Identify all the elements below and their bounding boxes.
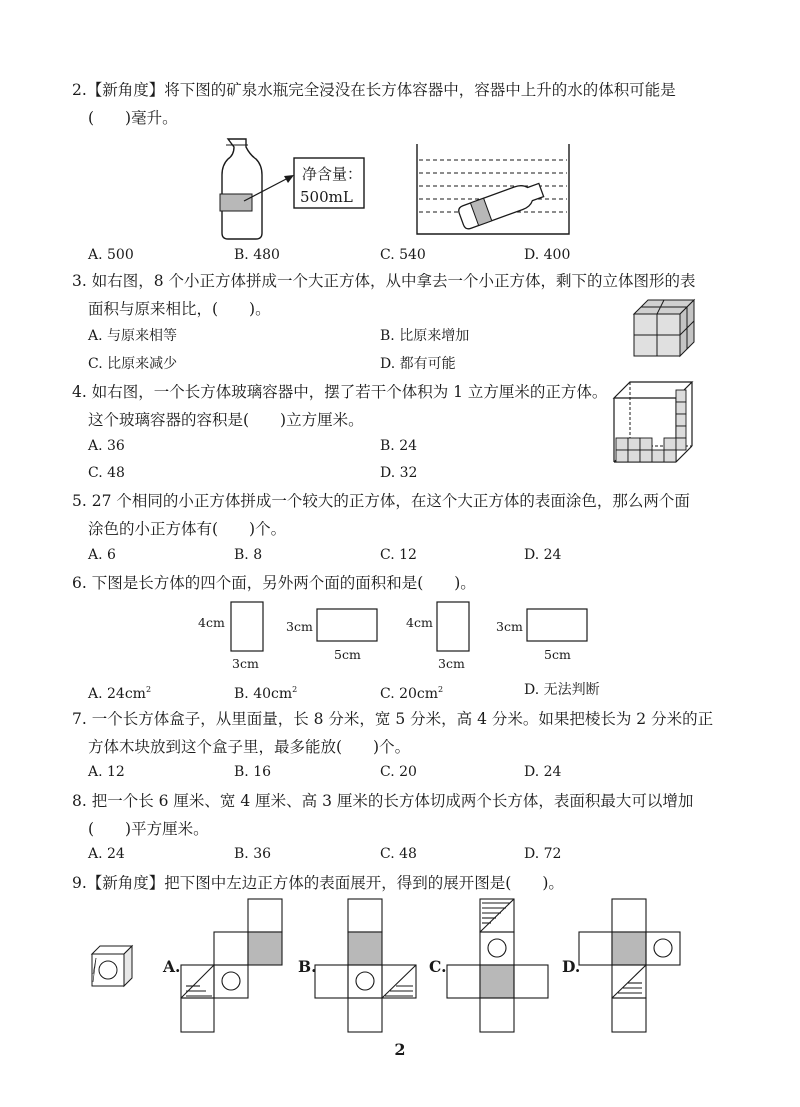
q3-text-line1: 3. 如右图，8 个小正方体拼成一个大正方体，从中拿去一个小正方体，剩下的立体图形的表 bbox=[72, 272, 696, 290]
q5-option-b[interactable]: B. 8 bbox=[234, 547, 263, 563]
q6-option-c[interactable]: C. $20cm^2$ bbox=[380, 685, 444, 702]
q9-text-line1: 9.【新角度】把下图中左边正方体的表面展开，得到的展开图是( )。 bbox=[72, 874, 564, 892]
q6-option-a[interactable]: A. $24cm^2$ bbox=[88, 685, 152, 702]
q4-option-d[interactable]: D. 32 bbox=[380, 465, 418, 481]
q4-option-a[interactable]: A. 36 bbox=[88, 438, 125, 454]
q7-option-c[interactable]: C. 20 bbox=[380, 764, 417, 780]
q6-option-b[interactable]: B. $40cm^2$ bbox=[234, 685, 298, 702]
face-1-bottom-label: 3cm bbox=[232, 656, 259, 671]
q2-option-d[interactable]: D. 400 bbox=[524, 247, 571, 263]
face-rect-4 bbox=[526, 608, 590, 644]
q7-option-a[interactable]: A. 12 bbox=[88, 764, 125, 780]
face-3-bottom-label: 3cm bbox=[438, 656, 465, 671]
net-b-label[interactable]: B. bbox=[298, 957, 317, 976]
q4-text-line2: 这个玻璃容器的容积是( )立方厘米。 bbox=[88, 411, 364, 429]
bottle-label-line1: 净含量： bbox=[302, 165, 363, 183]
q7-option-b[interactable]: B. 16 bbox=[234, 764, 272, 780]
q7-text-line1: 7. 一个长方体盒子，从里面量，长 8 分米，宽 5 分米，高 4 分米。如果把棱长为 2 分米的正 bbox=[72, 710, 714, 728]
q2-text-line1: 2.【新角度】将下图的矿泉水瓶完全浸没在长方体容器中，容器中上升的水的体积可能是 bbox=[72, 81, 676, 99]
face-rect-3 bbox=[436, 601, 472, 653]
face-rect-1 bbox=[230, 601, 266, 653]
face-4-bottom-label: 5cm bbox=[544, 647, 571, 662]
net-a-label[interactable]: A. bbox=[163, 957, 181, 976]
bottle-label-line2: 500mL bbox=[300, 188, 353, 206]
q2-option-a[interactable]: A. 500 bbox=[88, 247, 134, 263]
q8-option-c[interactable]: C. 48 bbox=[380, 846, 417, 862]
q3-text-line2: 面积与原来相比，( )。 bbox=[88, 300, 271, 318]
face-3-side-label: 4cm bbox=[406, 615, 433, 630]
face-2-bottom-label: 5cm bbox=[334, 647, 361, 662]
q5-option-c[interactable]: C. 12 bbox=[380, 547, 417, 563]
q8-option-d[interactable]: D. 72 bbox=[524, 846, 562, 862]
net-b-figure[interactable] bbox=[314, 898, 420, 1034]
q3-option-d[interactable]: D. 都有可能 bbox=[380, 356, 456, 372]
face-1-side-label: 4cm bbox=[198, 615, 225, 630]
q8-text-line2: ( )平方厘米。 bbox=[88, 820, 209, 838]
q2-text-line2: ( )毫升。 bbox=[88, 109, 178, 127]
net-c-label[interactable]: C. bbox=[429, 957, 447, 976]
cube-8-blocks-figure bbox=[632, 298, 696, 358]
q6-option-d[interactable]: D. 无法判断 bbox=[524, 682, 600, 698]
q8-option-a[interactable]: A. 24 bbox=[88, 846, 125, 862]
q8-text-line1: 8. 把一个长 6 厘米、宽 4 厘米、高 3 厘米的长方体切成两个长方体，表面积最大可以增加 bbox=[72, 792, 694, 810]
glass-container-figure bbox=[612, 380, 694, 464]
q7-option-d[interactable]: D. 24 bbox=[524, 764, 562, 780]
q5-text-line1: 5. 27 个相同的小正方体拼成一个较大的正方体，在这个大正方体的表面涂色，那么两个面 bbox=[72, 492, 690, 510]
q8-option-b[interactable]: B. 36 bbox=[234, 846, 272, 862]
q3-option-c[interactable]: C. 比原来减少 bbox=[88, 356, 178, 372]
q7-text-line2: 方体木块放到这个盒子里，最多能放( )个。 bbox=[88, 738, 411, 756]
net-d-figure[interactable] bbox=[578, 898, 684, 1034]
q3-option-b[interactable]: B. 比原来增加 bbox=[380, 328, 470, 344]
q4-option-c[interactable]: C. 48 bbox=[88, 465, 125, 481]
container-with-bottle-figure bbox=[415, 142, 575, 238]
q4-text-line1: 4. 如右图，一个长方体玻璃容器中，摆了若干个体积为 1 立方厘米的正方体。 bbox=[72, 383, 608, 401]
net-d-label[interactable]: D. bbox=[562, 957, 581, 976]
q2-option-c[interactable]: C. 540 bbox=[380, 247, 426, 263]
q5-option-d[interactable]: D. 24 bbox=[524, 547, 562, 563]
q5-text-line2: 涂色的小正方体有( )个。 bbox=[88, 520, 287, 538]
face-rect-2 bbox=[316, 608, 380, 644]
page-number: 2 bbox=[394, 1040, 406, 1059]
q2-option-b[interactable]: B. 480 bbox=[234, 247, 280, 263]
q3-option-a[interactable]: A. 与原来相等 bbox=[88, 328, 178, 344]
small-cube-figure bbox=[90, 944, 134, 988]
q5-option-a[interactable]: A. 6 bbox=[88, 547, 116, 563]
net-c-figure[interactable] bbox=[446, 898, 552, 1034]
q4-option-b[interactable]: B. 24 bbox=[380, 438, 418, 454]
q6-text-line1: 6. 下图是长方体的四个面，另外两个面的面积和是( )。 bbox=[72, 574, 476, 592]
face-2-side-label: 3cm bbox=[286, 619, 313, 634]
face-4-side-label: 3cm bbox=[496, 619, 523, 634]
net-a-figure[interactable] bbox=[180, 898, 286, 1034]
